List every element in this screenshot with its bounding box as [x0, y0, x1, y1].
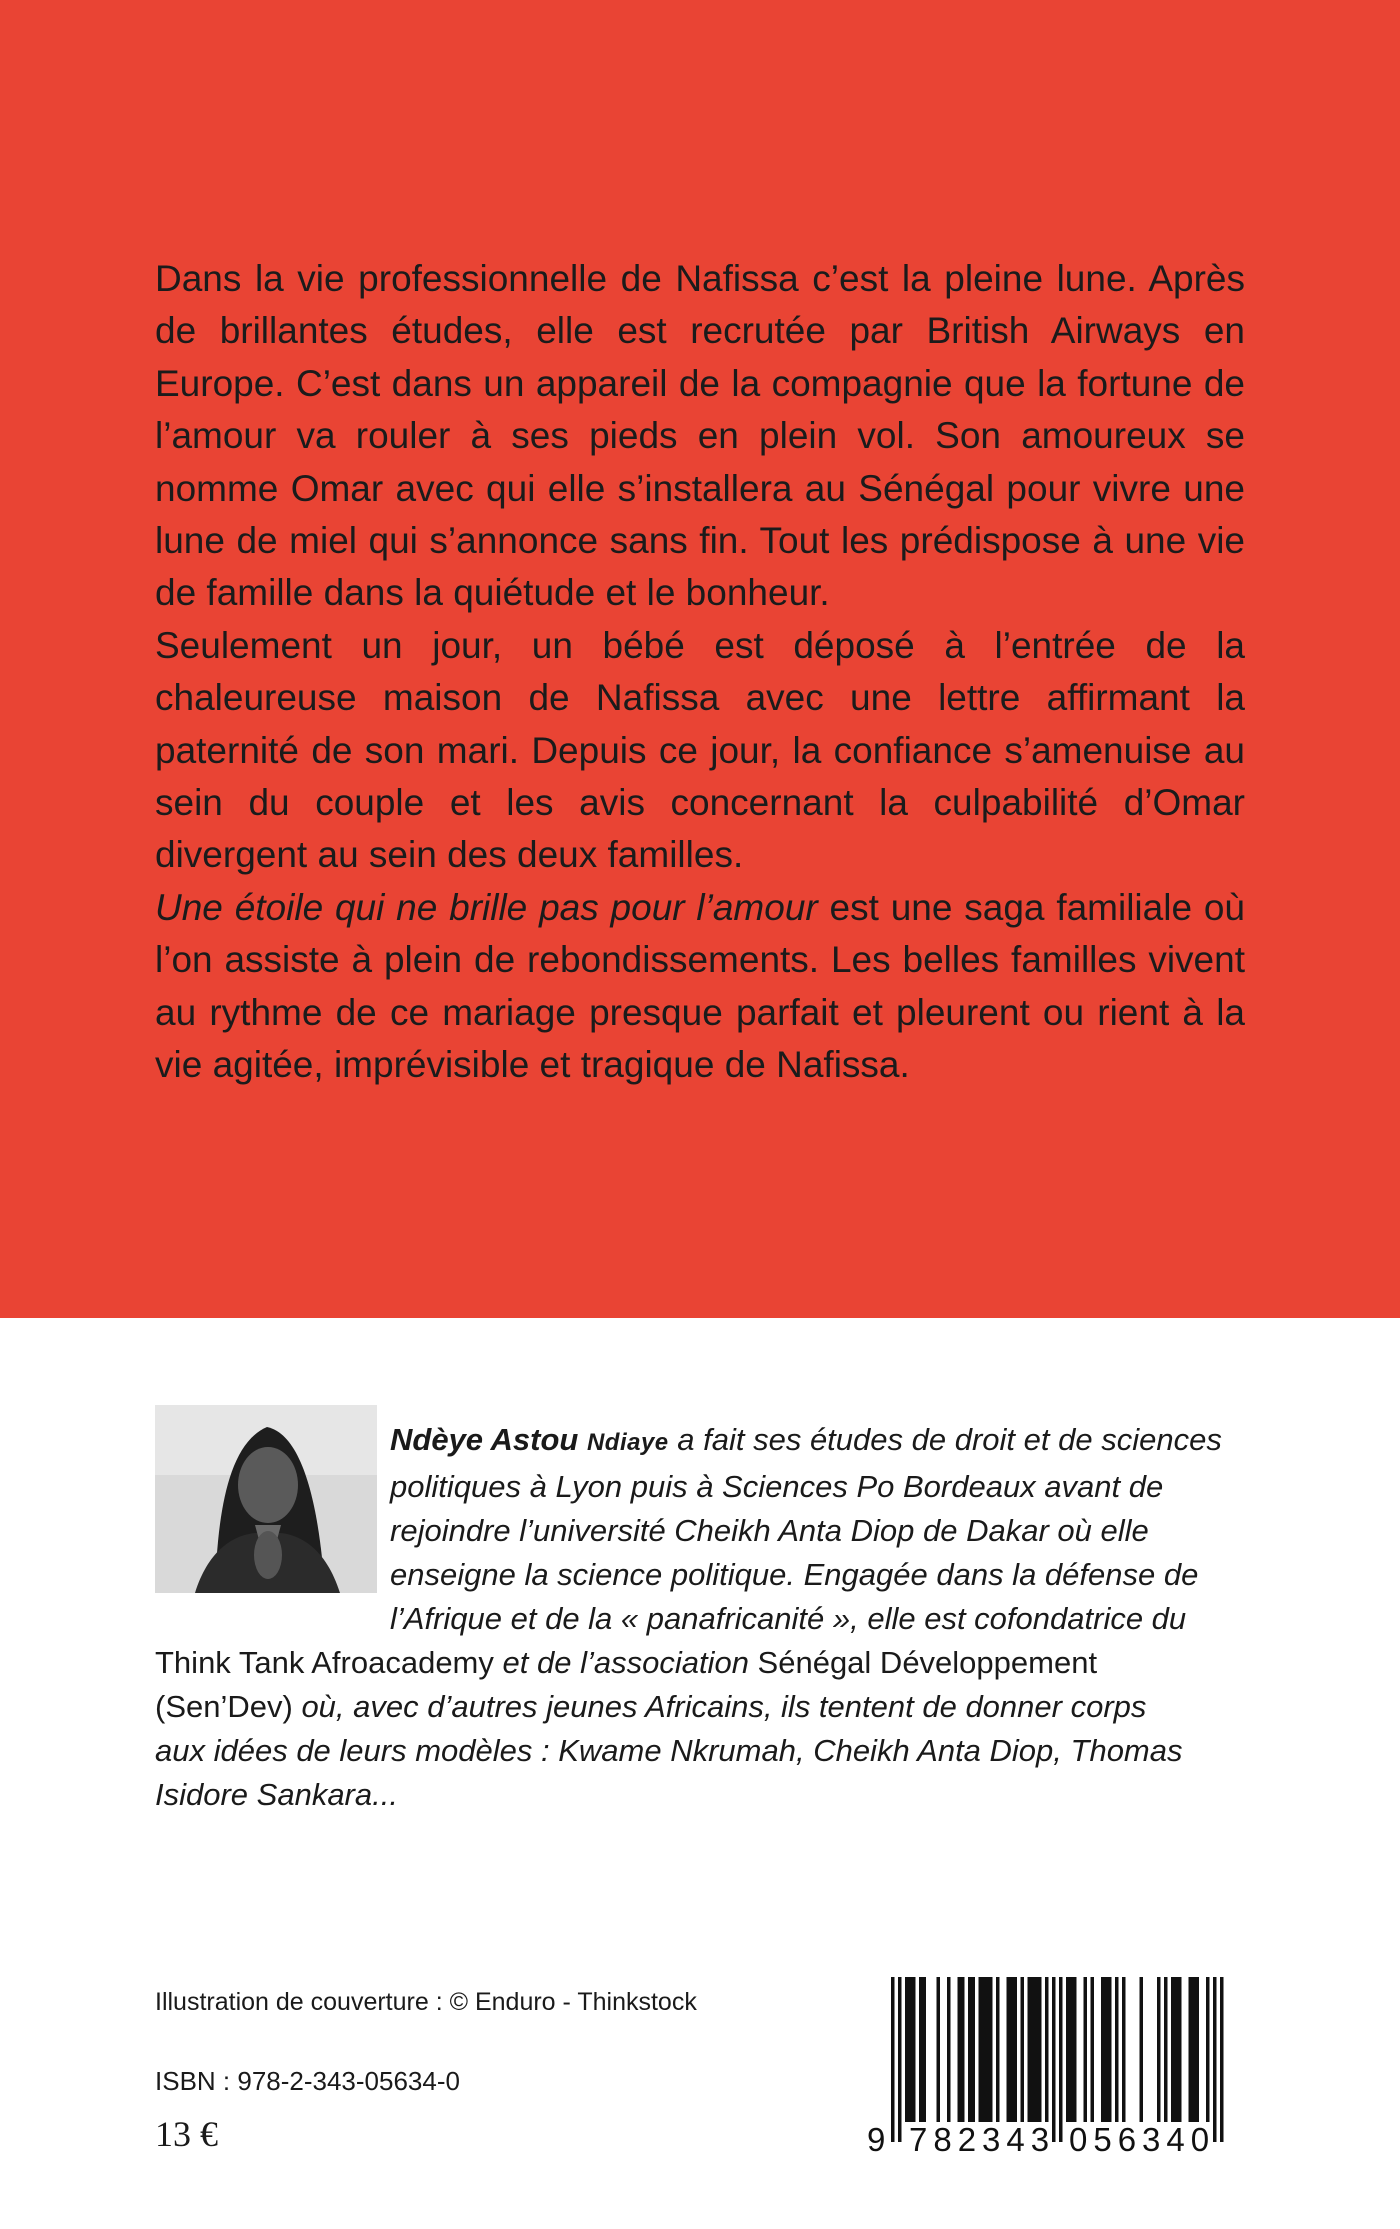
barcode-bar	[1175, 1977, 1179, 2122]
author-name: Ndèye Astou Ndiaye	[390, 1422, 669, 1457]
illustration-credit: Illustration de couverture : © Enduro - Thinkstock	[155, 1988, 697, 2016]
barcode-bar	[1014, 1977, 1018, 2122]
barcode-bar	[1070, 1977, 1074, 2122]
barcode-bar	[905, 1977, 909, 2122]
barcode-bar	[1213, 1977, 1217, 2142]
barcode-bar	[958, 1977, 962, 2122]
barcode-bar	[1189, 1977, 1193, 2122]
barcode-bar	[982, 1977, 986, 2122]
barcode-bar	[909, 1977, 913, 2122]
barcode-bar	[1108, 1977, 1112, 2122]
barcode-bar	[1021, 1977, 1025, 2122]
barcode-bar	[989, 1977, 993, 2122]
book-blurb	[155, 253, 1245, 1092]
bio-line-1: Ndèye Astou Ndiaye a fait ses études de droit et de sciences	[390, 1422, 1222, 1457]
barcode-bar	[1220, 1977, 1224, 2142]
barcode-bar	[891, 1977, 895, 2142]
barcode-bar	[1066, 1977, 1070, 2122]
barcode-left-group: 782343	[909, 2121, 1056, 2158]
barcode-bar	[1164, 1977, 1168, 2122]
barcode-bar	[1157, 1977, 1161, 2122]
barcode-bar	[947, 1977, 951, 2122]
price: 13 €	[155, 2114, 218, 2154]
barcode-bar	[923, 1977, 927, 2122]
barcode-bar	[1115, 1977, 1119, 2122]
barcode-bar	[1140, 1977, 1144, 2122]
bio-line-7: (Sen’Dev) où, avec d’autres jeunes Africains, ils tentent de donner corps	[155, 1689, 1147, 1724]
author-bio	[155, 1418, 1243, 1817]
barcode-bar	[1196, 1977, 1200, 2122]
barcode-bar	[1091, 1977, 1095, 2122]
barcode-bar	[1178, 1977, 1182, 2122]
blurb-paragraph-2: Seulement un jour, un bébé est déposé à l’entrée de la chaleureuse maison de Nafissa avec une lettre affirmant la paternité de son mari. Depuis ce jour, la confiance s’amenuise au sein du couple et les avis concernant la culpabilité d’Omar divergent au sein des deux familles.	[155, 624, 1245, 876]
barcode-bar	[1122, 1977, 1126, 2122]
barcode-first-digit: 9	[867, 2121, 886, 2158]
barcode-bar	[1031, 1977, 1035, 2122]
barcode-bar	[1101, 1977, 1105, 2122]
bio-line-2: politiques à Lyon puis à Sciences Po Bordeaux avant de	[390, 1469, 1164, 1504]
barcode-bar	[912, 1977, 916, 2122]
barcode-bar	[996, 1977, 1000, 2122]
barcode-bar	[1038, 1977, 1042, 2122]
blurb-paragraph-3-text: est une saga familiale où l’on assiste à plein de rebondissements. Les belles familles vivent au rythme de ce mariage presque parfait et pleurent ou rient à la vie agitée, imprévisible et tragique de Nafissa.	[155, 886, 1246, 1086]
bio-line-6: Think Tank Afroacademy et de l’association Sénégal Développement	[155, 1645, 1098, 1680]
barcode-bar	[1007, 1977, 1011, 2122]
bio-line-9: Isidore Sankara...	[155, 1777, 398, 1812]
barcode-bar	[898, 1977, 902, 2142]
book-title-italic: Une étoile qui ne brille pas pour l’amour	[155, 886, 818, 928]
barcode-bar	[1035, 1977, 1039, 2122]
barcode-bar	[968, 1977, 972, 2122]
barcode-bar	[986, 1977, 990, 2122]
barcode-bar	[1028, 1977, 1032, 2122]
barcode-bar	[1059, 1977, 1063, 2142]
bio-line-4: enseigne la science politique. Engagée dans la défense de	[390, 1557, 1199, 1592]
barcode-bar	[1105, 1977, 1109, 2122]
isbn: ISBN : 978-2-343-05634-0	[155, 2066, 460, 2096]
barcode-bar	[1206, 1977, 1210, 2122]
barcode-bar	[1052, 1977, 1056, 2142]
barcode-digits	[863, 2121, 1243, 2165]
barcode-bar	[972, 1977, 976, 2122]
barcode-bar	[1045, 1977, 1049, 2122]
bio-line-8: aux idées de leurs modèles : Kwame Nkrumah, Cheikh Anta Diop, Thomas	[155, 1733, 1183, 1768]
bio-line-3: rejoindre l’université Cheikh Anta Diop de Dakar où elle	[390, 1513, 1149, 1548]
barcode-bar	[1010, 1977, 1014, 2122]
bio-line-5: l’Afrique et de la « panafricanité », elle est cofondatrice du	[390, 1601, 1187, 1636]
barcode-bar	[1171, 1977, 1175, 2122]
barcode	[863, 1973, 1243, 2168]
barcode-bar	[979, 1977, 983, 2122]
barcode-bar	[1073, 1977, 1077, 2122]
barcode-bar	[961, 1977, 965, 2122]
barcode-bar	[919, 1977, 923, 2122]
barcode-bar	[1192, 1977, 1196, 2122]
barcode-bar	[1084, 1977, 1088, 2122]
barcode-right-group: 056340	[1069, 2121, 1216, 2158]
barcode-bar	[937, 1977, 941, 2122]
blurb-paragraph-3	[155, 882, 1245, 1092]
blurb-paragraph-1: Dans la vie professionnelle de Nafissa c’est la pleine lune. Après de brillantes études, elle est recrutée par British Airways en Europe. C’est dans un appareil de la compagnie que la fortune de l’amour va rouler à ses pieds en plein vol. Son amoureux se nomme Omar avec qui elle s’installera au Sénégal pour vivre une lune de miel qui s’annonce sans fin. Tout les prédispose à une vie de famille dans la quiétude et le bonheur.	[155, 258, 1245, 614]
